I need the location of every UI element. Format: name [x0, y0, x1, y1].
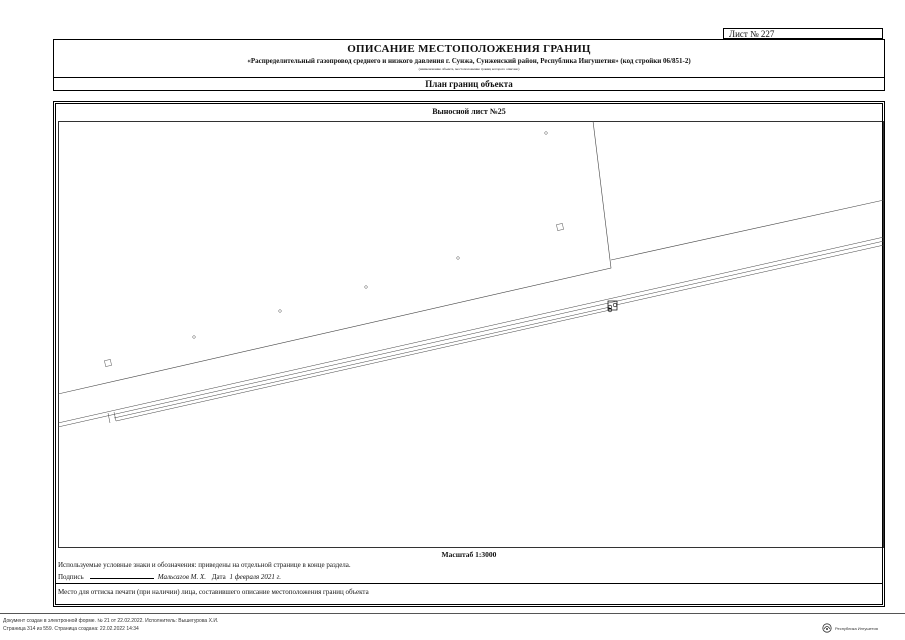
document-header — [53, 39, 885, 91]
document-title: ОПИСАНИЕ МЕСТОПОЛОЖЕНИЯ ГРАНИЦ — [347, 43, 591, 55]
footer-page-info: Страница 314 из 559. Страница создана: 22.02.2022 14:34 — [3, 626, 139, 632]
parcel-boundary — [58, 121, 611, 394]
map-point — [457, 257, 460, 260]
pipeline-break — [108, 413, 110, 423]
footer-divider — [0, 613, 905, 614]
sheet-number: Лист № 227 — [723, 28, 883, 39]
pipeline-line — [116, 310, 610, 421]
signature-date: 1 февраля 2021 г. — [229, 573, 282, 581]
pipeline-line — [616, 245, 884, 305]
map-point — [193, 336, 196, 339]
pipeline-line — [58, 241, 884, 427]
pipeline-line — [114, 307, 610, 418]
map-structure — [104, 359, 111, 366]
map-point — [365, 286, 368, 289]
emblem-icon — [822, 623, 832, 633]
pipeline-line — [58, 237, 884, 423]
map-point — [545, 132, 548, 135]
document-note: (наименование объекта, местоположение границ которого описано) — [418, 67, 520, 71]
stamp-place-text: Место для оттиска печати (при наличии) лица, составившего описание местоположения границ объекта — [58, 588, 369, 596]
signature-label: Подпись — [58, 573, 84, 581]
stamp-divider — [55, 583, 883, 584]
date-label: Дата — [211, 573, 226, 581]
signature-blank — [90, 571, 154, 579]
section-title: План границ объекта — [425, 79, 513, 89]
map-point — [279, 310, 282, 313]
signer-name: Мальсагов М. Х. — [157, 573, 206, 581]
signature-row — [58, 571, 281, 581]
footer-doc-info: Документ создан в электронной форме. № 21 от 22.02.2022. Исполнитель: Вышегурова Х.И. — [3, 618, 219, 624]
header-divider — [54, 77, 884, 78]
pipeline-break — [114, 412, 116, 421]
legend-text: Используемые условные знаки и обозначения: приведены на отдельной странице в конце раздела. — [58, 561, 351, 569]
map-border — [59, 122, 884, 548]
logo-text: Республика Ингушетия — [835, 625, 878, 631]
parcel-boundary-east — [611, 200, 884, 260]
map-scale: Масштаб 1:3000 — [441, 550, 497, 559]
footer-logo — [822, 623, 878, 633]
map-structure — [556, 223, 563, 230]
boundary-map — [58, 121, 884, 548]
map-sheet-title: Выносной лист №25 — [432, 107, 506, 116]
document-subtitle: «Распределительный газопровод среднего и низкого давления г. Сунжа, Сунженский район, Республика Ингушетия» (код стройки 06/851-2) — [247, 57, 691, 65]
